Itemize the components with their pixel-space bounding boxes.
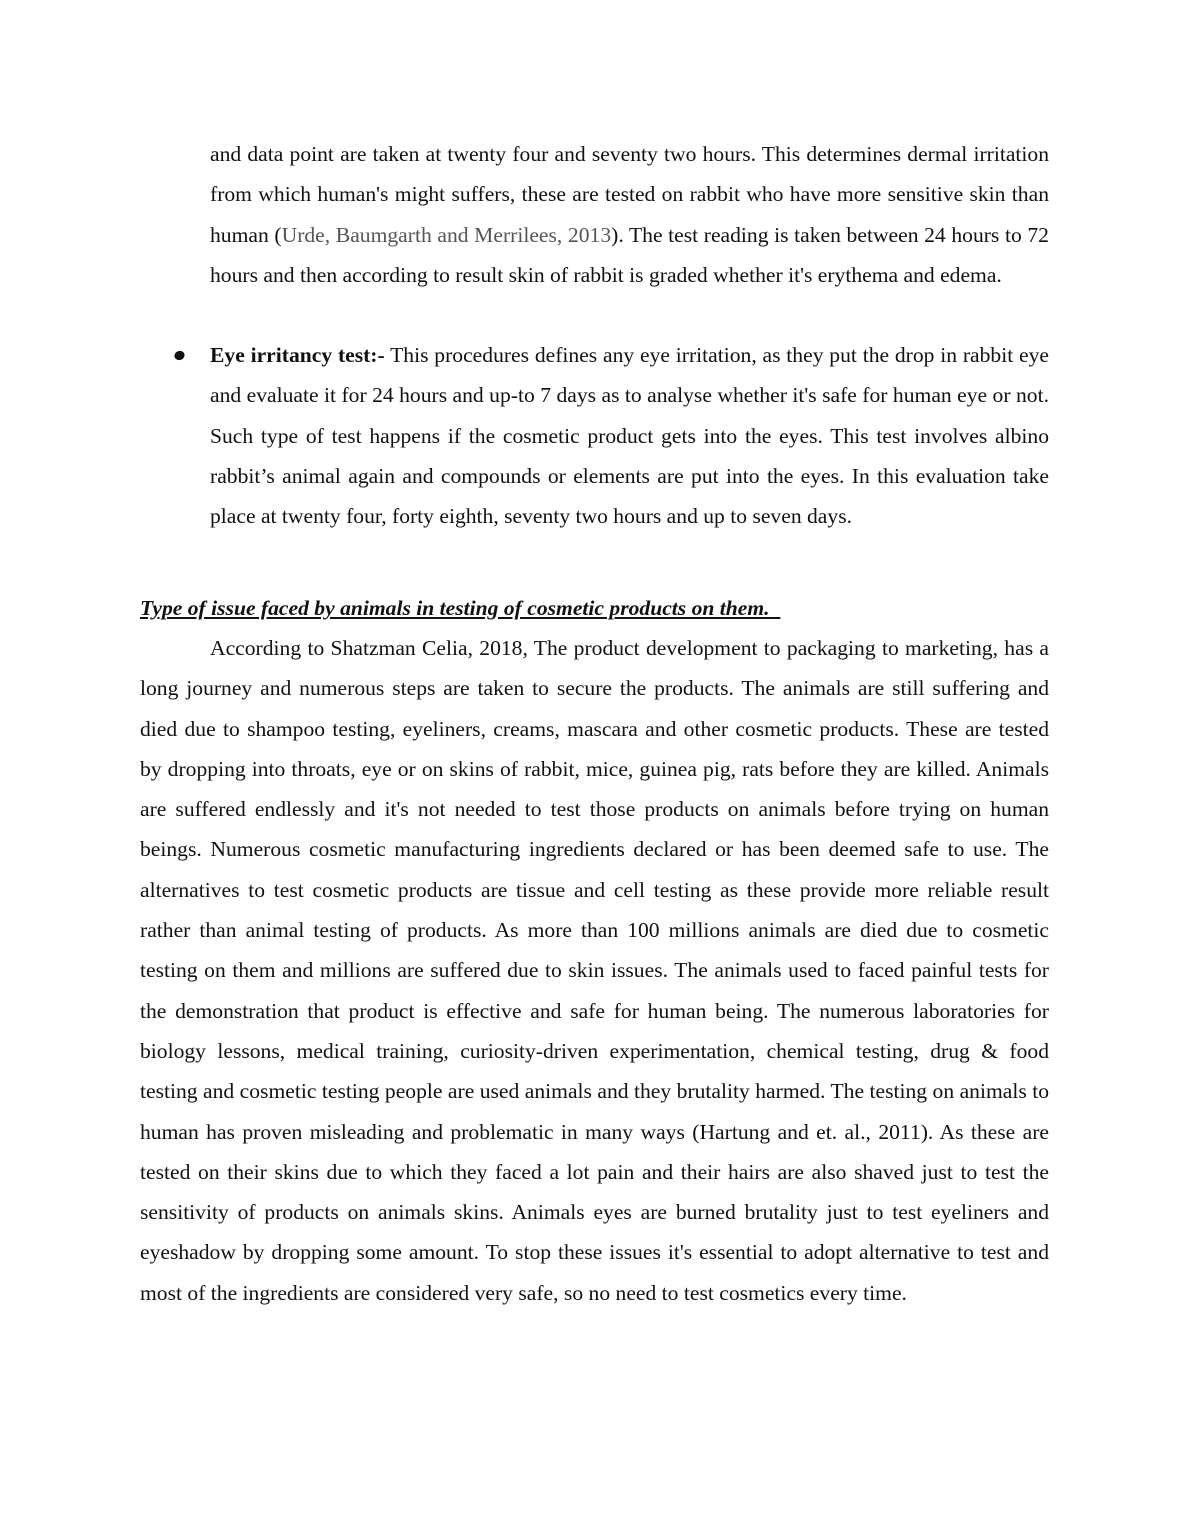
bullet-item-description: This procedures defines any eye irritation, as they put the drop in rabbit eye and evaluate it for 24 hours and up-to 7 days as to analyse whether it's safe for human eye or not. Such type of test happens if the cosmetic product gets into the eyes. This test involves albino rabbit’s animal again and compounds or elements are put into the eyes. In this evaluation take place at twenty four, forty eighth, seventy two hours and up to seven days. [210, 343, 1049, 529]
paragraph-text-before-citation: and data point are taken at twenty four and seventy two hours. This determines dermal irritation from which human's might suffers, these are tested on rabbit who have more sensitive skin than human ( [210, 142, 1049, 247]
body-paragraph: According to Shatzman Celia, 2018, The product development to packaging to marketing, has a long journey and numerous steps are taken to secure the products. The animals are still suffering and died due to shampoo testing, eyeliners, creams, mascara and other cosmetic products. These are tested by dropping into throats, eye or on skins of rabbit, mice, guinea pig, rats before they are killed. Animals are suffered endlessly and it's not needed to test those products on animals before trying on human beings. Numerous cosmetic manufacturing ingredients declared or has been deemed safe to use. The alternatives to test cosmetic products are tissue and cell testing as these provide more reliable result rather than animal testing of products. As more than 100 millions animals are died due to cosmetic testing on them and millions are suffered due to skin issues. The animals used to faced painful tests for the demonstration that product is effective and safe for human being. The numerous laboratories for biology lessons, medical training, curiosity-driven experimentation, chemical testing, drug & food testing and cosmetic testing people are used animals and they brutality harmed. The testing on animals to human has proven misleading and problematic in many ways (Hartung and et. al., 2011). As these are tested on their skins due to which they faced a lot pain and their hairs are also shaved just to test the sensitivity of products on animals skins. Animals eyes are burned brutality just to test eyeliners and eyeshadow by dropping some amount. To stop these issues it's essential to adopt alternative to test and most of the ingredients are considered very safe, so no need to test cosmetics every time. [140, 636, 1049, 1305]
bullet-item-text [210, 335, 1049, 536]
citation: Urde, Baumgarth and Merrilees, 2013 [281, 222, 612, 247]
continuation-paragraph [210, 134, 1049, 295]
section-heading: Type of issue faced by animals in testing of cosmetic products on them. [140, 596, 781, 620]
bullet-item-term: Eye irritancy test:- [210, 343, 385, 367]
paragraph-text-after-citation: ). The test reading is taken between 24 hours to 72 hours and then according to result skin of rabbit is graded whether it's erythema and edema. [210, 222, 1049, 287]
bullet-icon [173, 350, 186, 362]
